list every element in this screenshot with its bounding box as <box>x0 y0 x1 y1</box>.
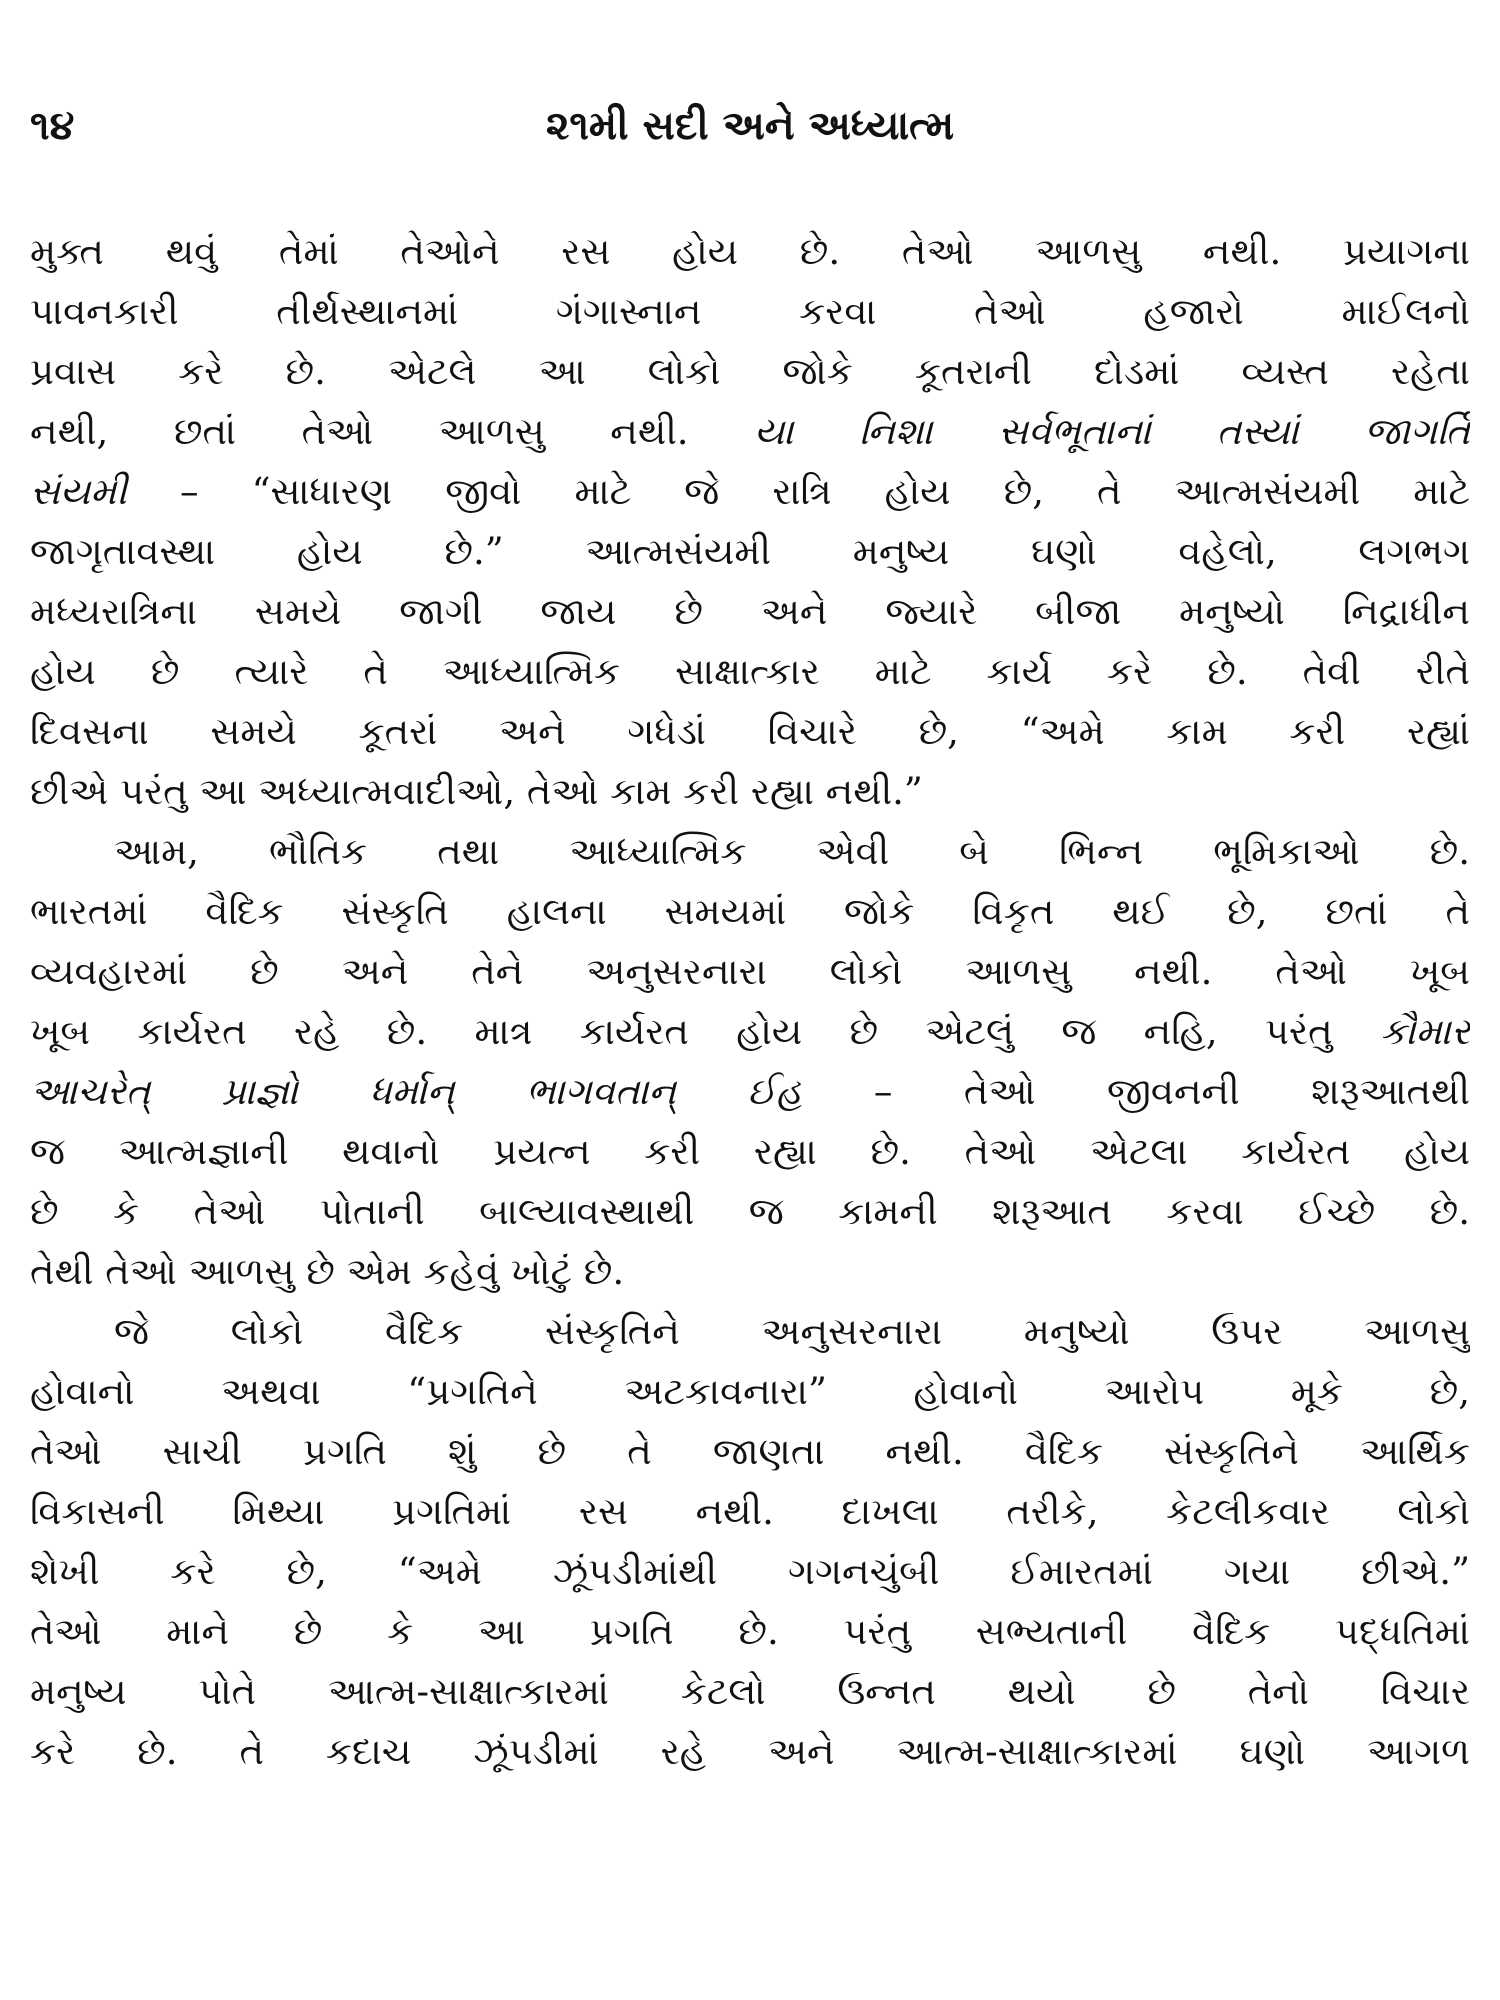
running-title: ૨૧મી સદી અને અધ્યાત્મ <box>545 102 955 149</box>
text-line: વ્યવહારમાં છે અને તેને અનુસરનારા લોકો આળસુ નથી. તેઓ ખૂબ <box>30 950 1470 993</box>
text-line: છીએ પરંતુ આ અધ્યાત્મવાદીઓ, તેઓ કામ કરી રહ્યા નથી.” <box>30 770 923 813</box>
page-header <box>30 96 1470 156</box>
paragraph-start-line: જે લોકો વૈદિક સંસ્કૃતિને અનુસરનારા મનુષ્યો ઉપર આળસુ <box>114 1310 1470 1353</box>
text-line: મુક્ત થવું તેમાં તેઓને રસ હોય છે. તેઓ આળસુ નથી. પ્રયાગના <box>30 230 1470 273</box>
verse-quote: આચરેત્ પ્રાજ્ઞો ધર્માન્ ભાગવતાન્ ઈહ <box>30 1070 803 1113</box>
verse-quote: સંયમી <box>30 470 127 513</box>
text-line-prefix: ખૂબ કાર્યરત રહે છે. માત્ર કાર્યરત હોય છે એટલું જ નહિ, પરંતુ <box>30 1010 1381 1053</box>
text-line: પાવનકારી તીર્થસ્થાનમાં ગંગાસ્નાન કરવા તેઓ હજારો માઈલનો <box>30 290 1470 333</box>
text-line: જ આત્મજ્ઞાની થવાનો પ્રયત્ન કરી રહ્યા છે. તેઓ એટલા કાર્યરત હોય <box>30 1130 1470 1173</box>
text-line-with-verse <box>30 462 1470 522</box>
text-line: વિકાસની મિથ્યા પ્રગતિમાં રસ નથી. દાખલા તરીકે, કેટલીકવાર લોકો <box>30 1490 1470 1533</box>
text-line: તેઓ માને છે કે આ પ્રગતિ છે. પરંતુ સભ્યતાની વૈદિક પદ્ધતિમાં <box>30 1610 1470 1653</box>
text-line: હોય છે ત્યારે તે આધ્યાત્મિક સાક્ષાત્કાર માટે કાર્ય કરે છે. તેવી રીતે <box>30 650 1470 693</box>
verse-quote: યા નિશા સર્વભૂતાનાં તસ્યાં જાગર્તિ <box>754 410 1470 453</box>
text-line-suffix: – “સાધારણ જીવો માટે જે રાત્રિ હોય છે, તે આત્મસંયમી માટે <box>126 470 1470 513</box>
text-line: ભારતમાં વૈદિક સંસ્કૃતિ હાલના સમયમાં જોકે વિકૃત થઈ છે, છતાં તે <box>30 890 1470 933</box>
text-line: કરે છે. તે કદાચ ઝૂંપડીમાં રહે અને આત્મ-સાક્ષાત્કારમાં ઘણો આગળ <box>30 1730 1470 1773</box>
verse-quote: કૌમાર <box>1380 1010 1470 1053</box>
text-line-prefix: નથી, છતાં તેઓ આળસુ નથી. <box>30 410 755 453</box>
text-line: દિવસના સમયે કૂતરાં અને ગધેડાં વિચારે છે, “અમે કામ કરી રહ્યાં <box>30 710 1470 753</box>
text-line: મનુષ્ય પોતે આત્મ-સાક્ષાત્કારમાં કેટલો ઉન્નત થયો છે તેનો વિચાર <box>30 1670 1470 1713</box>
text-line: શેખી કરે છે, “અમે ઝૂંપડીમાંથી ગગનચુંબી ઈમારતમાં ગયા છીએ.” <box>30 1550 1470 1593</box>
text-line-with-verse <box>30 1062 1470 1122</box>
text-line-with-verse <box>30 1002 1470 1062</box>
text-line: છે કે તેઓ પોતાની બાલ્યાવસ્થાથી જ કામની શરૂઆત કરવા ઈચ્છે છે. <box>30 1190 1470 1233</box>
text-line: તેથી તેઓ આળસુ છે એમ કહેવું ખોટું છે. <box>30 1250 625 1293</box>
text-line: પ્રવાસ કરે છે. એટલે આ લોકો જોકે કૂતરાની દોડમાં વ્યસ્ત રહેતા <box>30 350 1470 393</box>
text-line: તેઓ સાચી પ્રગતિ શું છે તે જાણતા નથી. વૈદિક સંસ્કૃતિને આર્થિક <box>30 1430 1470 1473</box>
text-line-suffix: – તેઓ જીવનની શરૂઆતથી <box>802 1070 1470 1113</box>
paragraph-start-line: આમ, ભૌતિક તથા આધ્યાત્મિક એવી બે ભિન્ન ભૂમિકાઓ છે. <box>114 830 1470 873</box>
text-line: મધ્યરાત્રિના સમયે જાગી જાય છે અને જ્યારે બીજા મનુષ્યો નિદ્રાધીન <box>30 590 1470 633</box>
body-text <box>30 222 1470 1782</box>
text-line: હોવાનો અથવા “પ્રગતિને અટકાવનારા” હોવાનો આરોપ મૂકે છે, <box>30 1370 1470 1413</box>
text-line-with-verse <box>30 402 1470 462</box>
text-line: જાગૃતાવસ્થા હોય છે.” આત્મસંયમી મનુષ્ય ઘણો વહેલો, લગભગ <box>30 530 1470 573</box>
page-number: ૧૪ <box>30 102 75 149</box>
